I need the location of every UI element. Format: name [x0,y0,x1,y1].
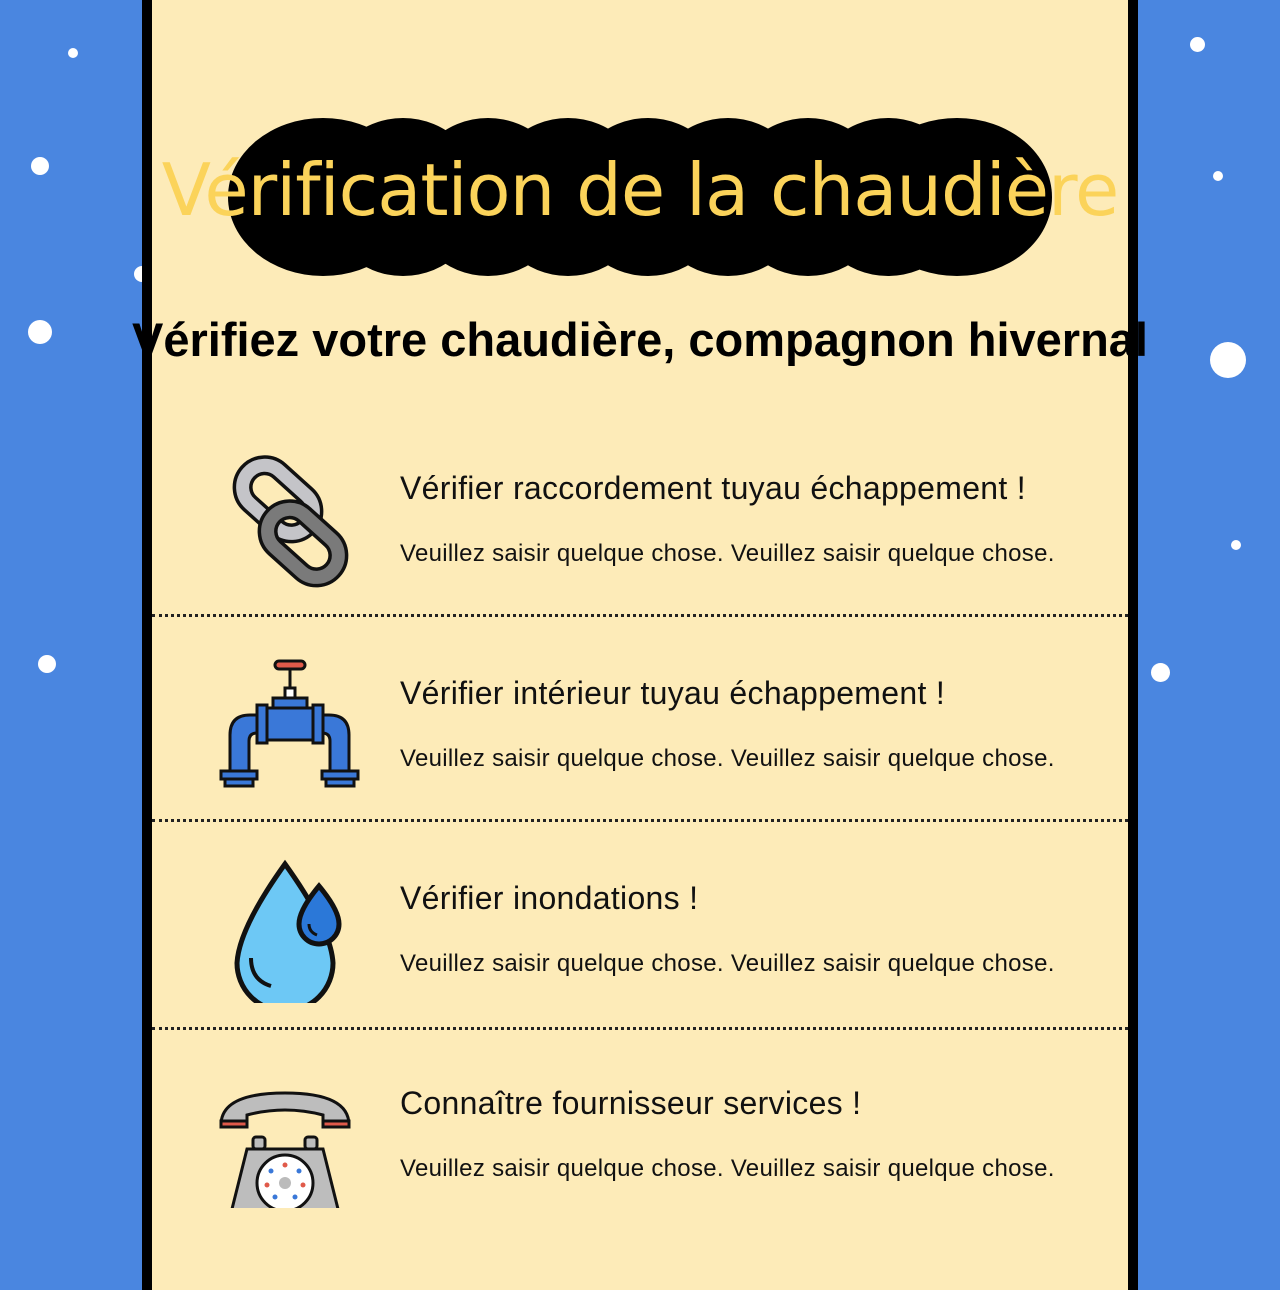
list-item [152,1033,1128,1238]
item-title: Vérifier inondations ! [400,880,699,916]
divider [152,614,1128,617]
item-description: Veuillez saisir quelque chose. Veuillez saisir quelque chose. [400,950,1055,977]
divider [152,819,1128,822]
snow-dot [68,48,78,58]
item-description: Veuillez saisir quelque chose. Veuillez saisir quelque chose. [400,745,1055,772]
snow-dot [1151,663,1170,682]
chain-link-icon [217,448,362,593]
pipe-valve-icon [217,653,362,798]
divider [152,1027,1128,1030]
snow-dot [38,655,56,673]
snow-dot [1231,540,1241,550]
snow-dot [1190,37,1205,52]
item-title: Vérifier raccordement tuyau échappement ! [400,470,1026,506]
item-title: Vérifier intérieur tuyau échappement ! [400,675,946,711]
telephone-icon [217,1063,362,1208]
item-title: Connaître fournisseur services ! [400,1085,862,1121]
page-subtitle: Vérifiez votre chaudière, compagnon hivernal [131,313,1148,366]
list-item [152,828,1128,1033]
water-drop-icon [217,858,362,1003]
item-description: Veuillez saisir quelque chose. Veuillez saisir quelque chose. [400,540,1055,567]
item-description: Veuillez saisir quelque chose. Veuillez saisir quelque chose. [400,1155,1055,1182]
page-title: Vérification de la chaudière [161,148,1119,232]
list-item [152,623,1128,828]
list-item [152,418,1128,623]
